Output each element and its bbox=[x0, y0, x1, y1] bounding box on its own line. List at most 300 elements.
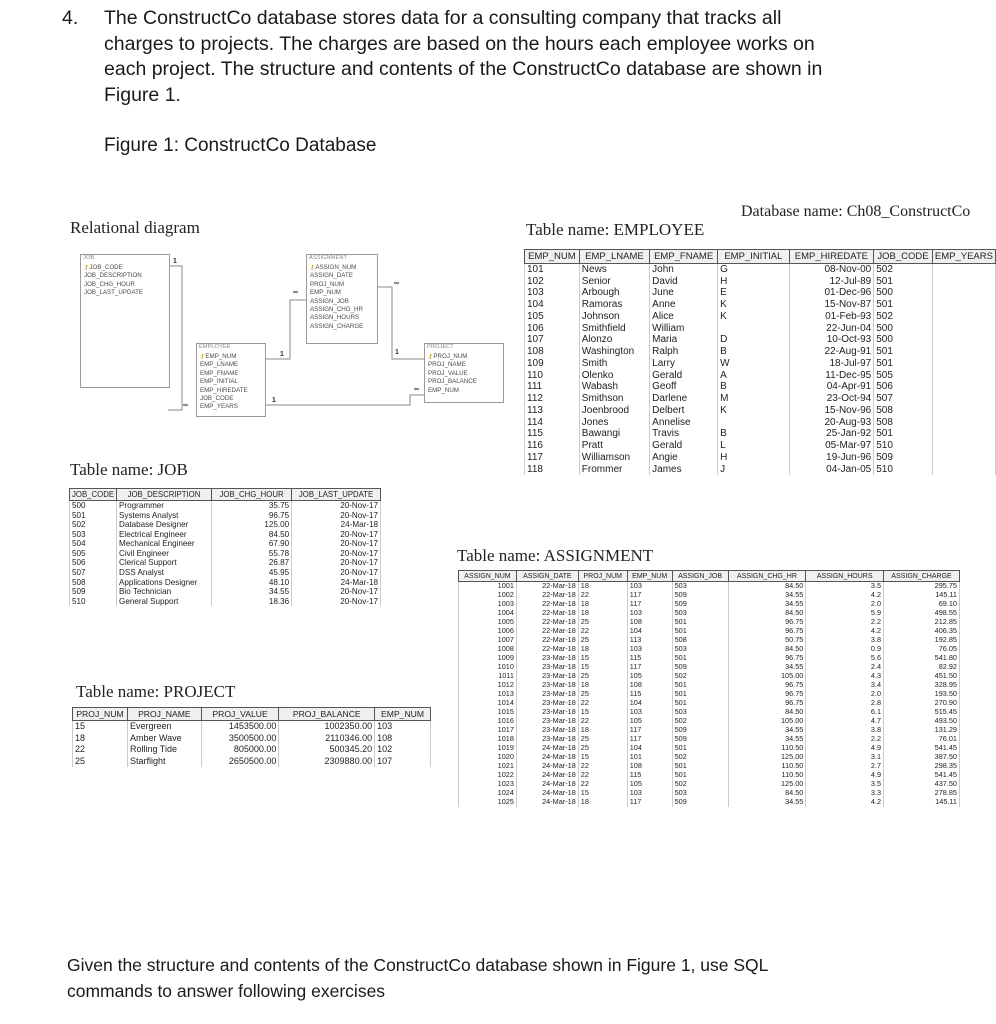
assignment-cell: 503 bbox=[672, 582, 728, 591]
employee-cell: 507 bbox=[874, 393, 933, 405]
assignment-cell: 503 bbox=[672, 708, 728, 717]
project-cell: 15 bbox=[73, 721, 128, 733]
employee-cell: Williamson bbox=[579, 452, 649, 464]
assignment-cell: 298.35 bbox=[884, 762, 960, 771]
employee-cell: 117 bbox=[525, 452, 580, 464]
assignment-row bbox=[459, 582, 960, 591]
assignment-cell: 25 bbox=[578, 690, 627, 699]
project-attr: PROJ_BALANCE bbox=[428, 378, 477, 386]
assignment-cell: 34.55 bbox=[728, 735, 806, 744]
assignment-table-title: Table name: ASSIGNMENT bbox=[457, 546, 654, 565]
assignment-cell: 18 bbox=[578, 582, 627, 591]
figure-caption: Figure 1: ConstructCo Database bbox=[104, 135, 377, 156]
assignment-cell: 24-Mar-18 bbox=[516, 762, 578, 771]
key-icon: ⚷ bbox=[428, 354, 433, 360]
employee-cell bbox=[932, 358, 995, 370]
assignment-cell: 3.5 bbox=[806, 582, 884, 591]
employee-cell: Smithfield bbox=[579, 322, 649, 334]
assignment-cell: 18 bbox=[578, 798, 627, 807]
assignment-cell: 4.2 bbox=[806, 591, 884, 600]
assignment-cell: 1024 bbox=[459, 789, 517, 798]
employee-cell bbox=[718, 322, 790, 334]
assignment-cell: 278.85 bbox=[884, 789, 960, 798]
employee-cell bbox=[932, 334, 995, 346]
assignment-row bbox=[459, 780, 960, 789]
assignment-cell: 25 bbox=[578, 672, 627, 681]
assignment-row bbox=[459, 681, 960, 690]
employee-cell: K bbox=[718, 311, 790, 323]
assignment-cell: 509 bbox=[672, 600, 728, 609]
diagram-project-entity bbox=[424, 343, 504, 403]
job-rows bbox=[70, 501, 381, 607]
assignment-cell: 96.75 bbox=[728, 627, 806, 636]
job-row bbox=[70, 549, 381, 559]
assignment-row bbox=[459, 690, 960, 699]
assignment-cell: 501 bbox=[672, 762, 728, 771]
employee-cell: H bbox=[718, 275, 790, 287]
employee-row bbox=[525, 346, 996, 358]
employee-cell: 510 bbox=[874, 463, 933, 475]
employee-cell: Gerald bbox=[650, 440, 718, 452]
assignment-cell: 4.9 bbox=[806, 771, 884, 780]
assignment-cell: 50.75 bbox=[728, 636, 806, 645]
assignment-cell: 24-Mar-18 bbox=[516, 753, 578, 762]
employee-cell bbox=[932, 346, 995, 358]
employee-cell: Wabash bbox=[579, 381, 649, 393]
assignment-cell: 1002 bbox=[459, 591, 517, 600]
assignment-cell: 34.55 bbox=[728, 726, 806, 735]
employee-cell: 04-Apr-91 bbox=[789, 381, 874, 393]
assignment-cell: 1011 bbox=[459, 672, 517, 681]
employee-cell: 501 bbox=[874, 358, 933, 370]
employee-cell: 102 bbox=[525, 275, 580, 287]
assignment-cell: 270.90 bbox=[884, 699, 960, 708]
assignment-cell: 5.6 bbox=[806, 654, 884, 663]
project-header-row bbox=[73, 708, 431, 721]
employee-row bbox=[525, 322, 996, 334]
employee-cell: Maria bbox=[650, 334, 718, 346]
employee-cell: 25-Jan-92 bbox=[789, 428, 874, 440]
assignment-cell: 23-Mar-18 bbox=[516, 708, 578, 717]
employee-cell: 106 bbox=[525, 322, 580, 334]
assignment-cell: 145.11 bbox=[884, 591, 960, 600]
assignment-cell: 22 bbox=[578, 717, 627, 726]
employee-cell: 104 bbox=[525, 299, 580, 311]
job-cell: 35.75 bbox=[211, 501, 291, 511]
job-entity-title: JOB bbox=[83, 255, 95, 261]
employee-column-header: EMP_INITIAL bbox=[718, 250, 790, 264]
assignment-cell: 406.35 bbox=[884, 627, 960, 636]
employee-cell: W bbox=[718, 358, 790, 370]
job-cell: 502 bbox=[70, 520, 117, 530]
assignment-cell: 2.7 bbox=[806, 762, 884, 771]
assignment-column-header: ASSIGN_CHG_HR bbox=[728, 571, 806, 582]
employee-row bbox=[525, 463, 996, 475]
employee-cell: B bbox=[718, 346, 790, 358]
assignment-cell: 22 bbox=[578, 771, 627, 780]
assignment-cell: 1004 bbox=[459, 609, 517, 618]
assignment-cell: 22-Mar-18 bbox=[516, 645, 578, 654]
project-cell: 102 bbox=[375, 744, 431, 756]
assignment-cell: 1007 bbox=[459, 636, 517, 645]
assignment-cell: 24-Mar-18 bbox=[516, 798, 578, 807]
assignment-cell: 6.1 bbox=[806, 708, 884, 717]
project-cell: Evergreen bbox=[127, 721, 201, 733]
project-column-header: PROJ_VALUE bbox=[201, 708, 279, 721]
assignment-cell: 15 bbox=[578, 654, 627, 663]
assignment-row bbox=[459, 672, 960, 681]
assignment-cell: 2.0 bbox=[806, 600, 884, 609]
employee-cell: Frommer bbox=[579, 463, 649, 475]
assignment-cell: 96.75 bbox=[728, 654, 806, 663]
project-column-header: PROJ_BALANCE bbox=[279, 708, 375, 721]
assignment-cell: 76.05 bbox=[884, 645, 960, 654]
assignment-cell: 96.75 bbox=[728, 690, 806, 699]
assignment-cell: 105 bbox=[627, 717, 672, 726]
project-attr: ⚷PROJ_NUM bbox=[428, 353, 468, 360]
project-cell: 25 bbox=[73, 756, 128, 768]
assignment-cell: 22-Mar-18 bbox=[516, 582, 578, 591]
employee-row bbox=[525, 405, 996, 417]
employee-cell bbox=[932, 287, 995, 299]
employee-cell: H bbox=[718, 452, 790, 464]
assignment-cell: 493.50 bbox=[884, 717, 960, 726]
assignment-cell: 503 bbox=[672, 645, 728, 654]
cardinality-many: ∞ bbox=[394, 280, 399, 287]
employee-header-row bbox=[525, 250, 996, 264]
employee-cell: Smithson bbox=[579, 393, 649, 405]
employee-cell: Olenko bbox=[579, 369, 649, 381]
project-cell: 107 bbox=[375, 756, 431, 768]
assignment-cell: 23-Mar-18 bbox=[516, 735, 578, 744]
assignment-column-header: ASSIGN_CHARGE bbox=[884, 571, 960, 582]
project-cell: 1453500.00 bbox=[201, 721, 279, 733]
instruction-text: Given the structure and contents of the ConstructCo database shown in Figure 1, use SQL commands to answer following exercises bbox=[67, 955, 768, 1001]
project-cell: 2309880.00 bbox=[279, 756, 375, 768]
project-table-title: Table name: PROJECT bbox=[76, 682, 236, 701]
assignment-cell: 295.75 bbox=[884, 582, 960, 591]
employee-cell: Pratt bbox=[579, 440, 649, 452]
assignment-cell: 2.4 bbox=[806, 663, 884, 672]
assignment-cell: 105.00 bbox=[728, 672, 806, 681]
employee-cell bbox=[932, 275, 995, 287]
employee-row bbox=[525, 381, 996, 393]
job-cell: 509 bbox=[70, 587, 117, 597]
employee-cell: Delbert bbox=[650, 405, 718, 417]
job-cell: Applications Designer bbox=[117, 578, 212, 588]
employee-cell: D bbox=[718, 334, 790, 346]
employee-cell bbox=[932, 405, 995, 417]
assignment-cell: 24-Mar-18 bbox=[516, 780, 578, 789]
employee-cell: Smith bbox=[579, 358, 649, 370]
assignment-cell: 1020 bbox=[459, 753, 517, 762]
employee-cell: 109 bbox=[525, 358, 580, 370]
assignment-cell: 515.45 bbox=[884, 708, 960, 717]
job-table bbox=[69, 488, 381, 606]
employee-column-header: EMP_HIREDATE bbox=[789, 250, 874, 264]
employee-cell: 01-Feb-93 bbox=[789, 311, 874, 323]
assignment-cell: 22 bbox=[578, 591, 627, 600]
assignment-attr: ASSIGN_JOB bbox=[310, 297, 349, 305]
employee-cell: 108 bbox=[525, 346, 580, 358]
employee-cell: 10-Oct-93 bbox=[789, 334, 874, 346]
assignment-attr: PROJ_NUM bbox=[310, 280, 345, 288]
project-cell: 103 bbox=[375, 721, 431, 733]
diagram-assignment-entity bbox=[306, 254, 378, 344]
assignment-cell: 5.9 bbox=[806, 609, 884, 618]
employee-cell: 505 bbox=[874, 369, 933, 381]
employee-attr: ⚷EMP_NUM bbox=[200, 353, 237, 360]
assignment-cell: 541.45 bbox=[884, 744, 960, 753]
employee-cell: June bbox=[650, 287, 718, 299]
employee-cell: Bawangi bbox=[579, 428, 649, 440]
project-cell: 2110346.00 bbox=[279, 732, 375, 744]
project-attr: PROJ_NAME bbox=[428, 361, 466, 369]
cardinality-one: 1 bbox=[173, 258, 177, 265]
job-cell: 20-Nov-17 bbox=[292, 501, 381, 511]
job-cell: Clerical Support bbox=[117, 558, 212, 568]
job-row bbox=[70, 520, 381, 530]
assignment-row bbox=[459, 600, 960, 609]
assignment-cell: 4.2 bbox=[806, 627, 884, 636]
project-row bbox=[73, 721, 431, 733]
assignment-cell: 25 bbox=[578, 735, 627, 744]
assignment-cell: 22-Mar-18 bbox=[516, 627, 578, 636]
employee-cell: B bbox=[718, 428, 790, 440]
assignment-cell: 3.3 bbox=[806, 789, 884, 798]
assignment-cell: 1017 bbox=[459, 726, 517, 735]
assignment-attr: ⚷ASSIGN_NUM bbox=[310, 264, 357, 271]
employee-cell: 508 bbox=[874, 416, 933, 428]
assignment-cell: 2.2 bbox=[806, 735, 884, 744]
job-attr: JOB_DESCRIPTION bbox=[84, 272, 142, 280]
employee-cell: 12-Jul-89 bbox=[789, 275, 874, 287]
assignment-cell: 23-Mar-18 bbox=[516, 672, 578, 681]
job-cell: 20-Nov-17 bbox=[292, 597, 381, 607]
employee-row bbox=[525, 393, 996, 405]
employee-entity-title: EMPLOYEE bbox=[199, 344, 231, 350]
employee-cell bbox=[932, 393, 995, 405]
assignment-row bbox=[459, 654, 960, 663]
job-cell: 125.00 bbox=[211, 520, 291, 530]
job-cell: 508 bbox=[70, 578, 117, 588]
assignment-cell: 501 bbox=[672, 618, 728, 627]
employee-cell: Alice bbox=[650, 311, 718, 323]
employee-cell: K bbox=[718, 405, 790, 417]
assignment-cell: 69.10 bbox=[884, 600, 960, 609]
cardinality-one: 1 bbox=[272, 397, 276, 404]
employee-row bbox=[525, 275, 996, 287]
assignment-cell: 125.00 bbox=[728, 780, 806, 789]
employee-cell: 107 bbox=[525, 334, 580, 346]
assignment-row bbox=[459, 627, 960, 636]
employee-cell: 19-Jun-96 bbox=[789, 452, 874, 464]
employee-cell bbox=[718, 416, 790, 428]
assignment-cell: 1008 bbox=[459, 645, 517, 654]
assignment-cell: 22-Mar-18 bbox=[516, 618, 578, 627]
project-column-header: PROJ_NUM bbox=[73, 708, 128, 721]
assignment-cell: 1003 bbox=[459, 600, 517, 609]
job-row bbox=[70, 530, 381, 540]
employee-column-header: EMP_NUM bbox=[525, 250, 580, 264]
assignment-cell: 3.5 bbox=[806, 780, 884, 789]
employee-row bbox=[525, 428, 996, 440]
assignment-cell: 104 bbox=[627, 627, 672, 636]
project-row bbox=[73, 732, 431, 744]
employee-cell bbox=[932, 369, 995, 381]
assignment-cell: 4.9 bbox=[806, 744, 884, 753]
employee-cell: 11-Dec-95 bbox=[789, 369, 874, 381]
employee-cell: 118 bbox=[525, 463, 580, 475]
assignment-cell: 509 bbox=[672, 735, 728, 744]
assignment-cell: 117 bbox=[627, 726, 672, 735]
assignment-cell: 22-Mar-18 bbox=[516, 636, 578, 645]
assignment-row bbox=[459, 753, 960, 762]
employee-cell bbox=[932, 264, 995, 276]
employee-cell: 501 bbox=[874, 346, 933, 358]
employee-column-header: EMP_LNAME bbox=[579, 250, 649, 264]
job-cell: DSS Analyst bbox=[117, 568, 212, 578]
employee-row bbox=[525, 334, 996, 346]
employee-cell: 500 bbox=[874, 287, 933, 299]
assignment-cell: 451.50 bbox=[884, 672, 960, 681]
employee-cell bbox=[932, 299, 995, 311]
assignment-row bbox=[459, 717, 960, 726]
assignment-cell: 115 bbox=[627, 690, 672, 699]
assignment-cell: 18 bbox=[578, 609, 627, 618]
employee-cell: 500 bbox=[874, 334, 933, 346]
employee-attr: EMP_FNAME bbox=[200, 369, 239, 377]
assignment-cell: 15 bbox=[578, 663, 627, 672]
employee-cell: James bbox=[650, 463, 718, 475]
job-cell: 20-Nov-17 bbox=[292, 587, 381, 597]
assignment-entity-title: ASSIGNMENT bbox=[309, 255, 347, 261]
employee-cell: 508 bbox=[874, 405, 933, 417]
assignment-row bbox=[459, 699, 960, 708]
job-cell: Programmer bbox=[117, 501, 212, 511]
assignment-cell: 125.00 bbox=[728, 753, 806, 762]
assignment-cell: 1006 bbox=[459, 627, 517, 636]
employee-cell: 23-Oct-94 bbox=[789, 393, 874, 405]
employee-cell: News bbox=[579, 264, 649, 276]
job-row bbox=[70, 501, 381, 511]
job-cell: 55.78 bbox=[211, 549, 291, 559]
assignment-cell: 25 bbox=[578, 618, 627, 627]
employee-row bbox=[525, 416, 996, 428]
assignment-row bbox=[459, 618, 960, 627]
job-cell: 20-Nov-17 bbox=[292, 549, 381, 559]
assignment-row bbox=[459, 663, 960, 672]
employee-cell: Gerald bbox=[650, 369, 718, 381]
employee-cell: Alonzo bbox=[579, 334, 649, 346]
job-cell: 26.87 bbox=[211, 558, 291, 568]
assignment-cell: 212.85 bbox=[884, 618, 960, 627]
job-cell: 504 bbox=[70, 539, 117, 549]
assignment-cell: 2.0 bbox=[806, 690, 884, 699]
assignment-cell: 103 bbox=[627, 708, 672, 717]
employee-cell bbox=[932, 381, 995, 393]
job-cell: 506 bbox=[70, 558, 117, 568]
employee-table bbox=[524, 249, 996, 475]
employee-cell: Johnson bbox=[579, 311, 649, 323]
project-cell: 108 bbox=[375, 732, 431, 744]
assignment-cell: 105 bbox=[627, 780, 672, 789]
assignment-cell: 1021 bbox=[459, 762, 517, 771]
employee-cell: 08-Nov-00 bbox=[789, 264, 874, 276]
assignment-cell: 84.50 bbox=[728, 708, 806, 717]
assignment-cell: 24-Mar-18 bbox=[516, 771, 578, 780]
project-assignment-line bbox=[378, 287, 424, 359]
assignment-column-header: EMP_NUM bbox=[627, 571, 672, 582]
assignment-cell: 101 bbox=[627, 753, 672, 762]
assignment-cell: 34.55 bbox=[728, 591, 806, 600]
assignment-cell: 117 bbox=[627, 735, 672, 744]
assignment-cell: 501 bbox=[672, 744, 728, 753]
job-attr: JOB_LAST_UPDATE bbox=[84, 289, 144, 297]
assignment-cell: 193.50 bbox=[884, 690, 960, 699]
employee-cell: Travis bbox=[650, 428, 718, 440]
assignment-cell: 96.75 bbox=[728, 699, 806, 708]
assignment-cell: 103 bbox=[627, 582, 672, 591]
question-number: 4. bbox=[62, 7, 79, 29]
assignment-cell: 117 bbox=[627, 663, 672, 672]
job-cell: 18.36 bbox=[211, 597, 291, 607]
employee-attr: JOB_CODE bbox=[200, 395, 234, 403]
employee-cell: E bbox=[718, 287, 790, 299]
cardinality-one: 1 bbox=[280, 351, 284, 358]
job-cell: 84.50 bbox=[211, 530, 291, 540]
employee-row bbox=[525, 299, 996, 311]
employee-cell: G bbox=[718, 264, 790, 276]
project-cell: 1002350.00 bbox=[279, 721, 375, 733]
assignment-cell: 192.85 bbox=[884, 636, 960, 645]
employee-cell: M bbox=[718, 393, 790, 405]
job-cell: 501 bbox=[70, 510, 117, 520]
project-cell: Amber Wave bbox=[127, 732, 201, 744]
employee-cell: L bbox=[718, 440, 790, 452]
key-icon: ⚷ bbox=[84, 265, 89, 271]
employee-cell: 113 bbox=[525, 405, 580, 417]
employee-row bbox=[525, 311, 996, 323]
employee-cell: Larry bbox=[650, 358, 718, 370]
employee-cell: 501 bbox=[874, 299, 933, 311]
assignment-row bbox=[459, 735, 960, 744]
assignment-cell: 23-Mar-18 bbox=[516, 726, 578, 735]
relational-diagram-title: Relational diagram bbox=[70, 218, 200, 237]
assignment-row bbox=[459, 609, 960, 618]
job-attr: ⚷JOB_CODE bbox=[84, 264, 123, 271]
employee-cell: Arbough bbox=[579, 287, 649, 299]
employee-cell: David bbox=[650, 275, 718, 287]
employee-cell bbox=[932, 463, 995, 475]
assignment-cell: 3.4 bbox=[806, 681, 884, 690]
employee-attr: EMP_YEARS bbox=[200, 403, 238, 411]
employee-cell: 114 bbox=[525, 416, 580, 428]
assignment-cell: 1019 bbox=[459, 744, 517, 753]
employee-cell: 15-Nov-96 bbox=[789, 405, 874, 417]
job-cell: 500 bbox=[70, 501, 117, 511]
employee-cell: 506 bbox=[874, 381, 933, 393]
assignment-cell: 18 bbox=[578, 600, 627, 609]
assignment-header-row bbox=[459, 571, 960, 582]
job-cell: General Support bbox=[117, 597, 212, 607]
employee-column-header: EMP_YEARS bbox=[932, 250, 995, 264]
assignment-cell: 104 bbox=[627, 699, 672, 708]
job-cell: 34.55 bbox=[211, 587, 291, 597]
assignment-cell: 1001 bbox=[459, 582, 517, 591]
assignment-row bbox=[459, 771, 960, 780]
job-employee-line bbox=[168, 266, 182, 410]
